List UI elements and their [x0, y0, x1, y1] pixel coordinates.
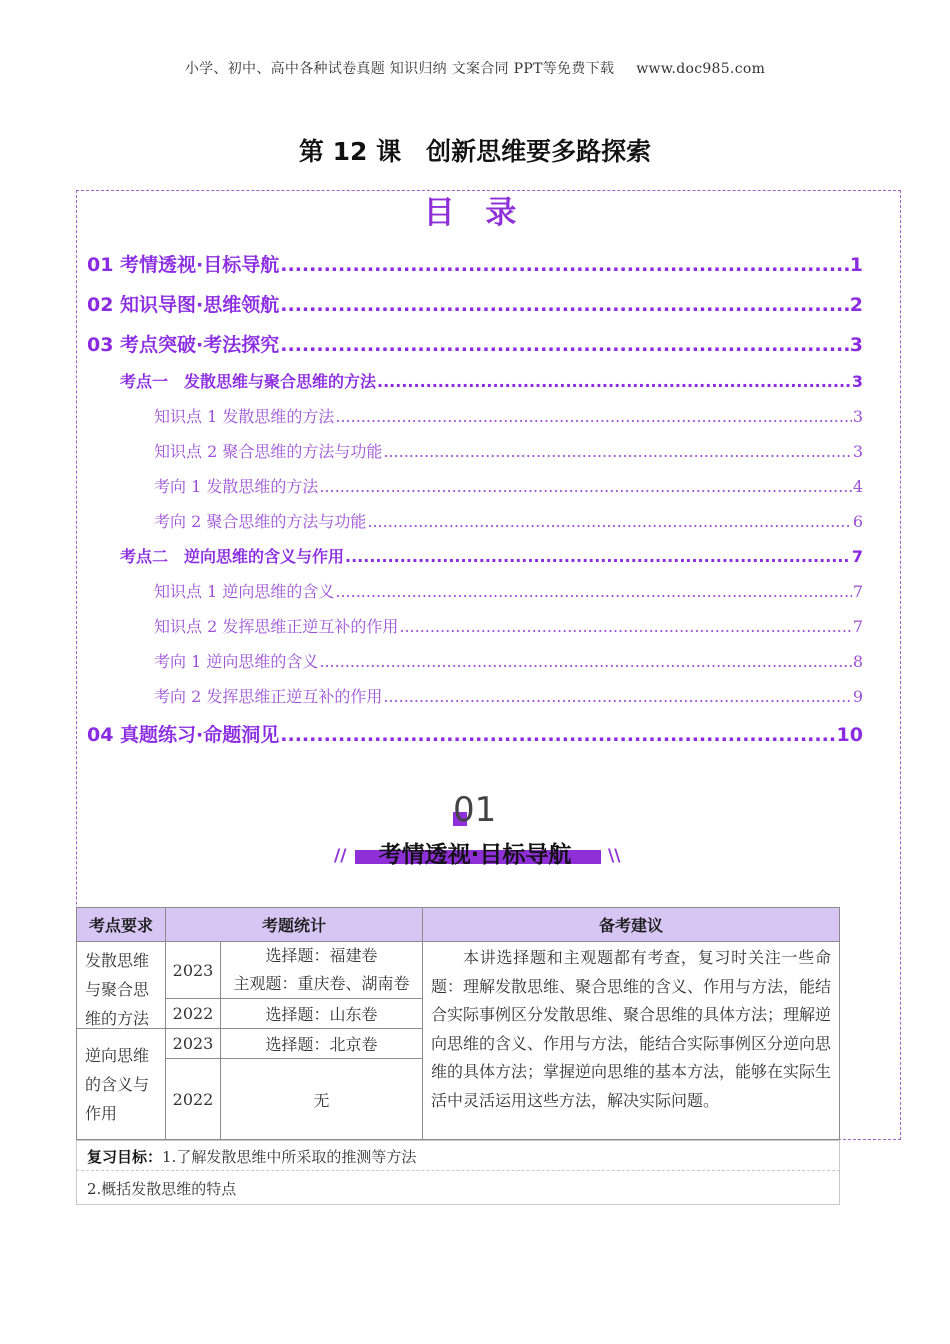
- header-kaoti-tongji: 考题统计: [165, 907, 423, 942]
- toc-page-number: 2: [849, 294, 863, 316]
- toc-page-number: 7: [852, 617, 863, 636]
- toc-leader: [280, 724, 835, 746]
- toc-leader: [319, 477, 851, 496]
- toc-entry-kaoxiang-1-1[interactable]: [154, 474, 863, 497]
- toc-page-number: 3: [851, 372, 863, 391]
- toc-entry-label: 知识点 1 逆向思维的含义: [154, 582, 335, 601]
- review-goal-2: 2.概括发散思维的特点: [87, 1180, 237, 1198]
- review-goal-1: 1.了解发散思维中所采取的推测等方法: [162, 1148, 417, 1166]
- stats-cell: 选择题：北京卷: [220, 1028, 423, 1059]
- toc-entry-label: 知识点 2 聚合思维的方法与功能: [154, 442, 383, 461]
- toc-entry-zhishidian-1-2[interactable]: [154, 439, 863, 462]
- toc-entry-label: 01 考情透视·目标导航: [87, 254, 280, 276]
- requirement-cell-2: 逆向思维的含义与作用: [76, 1028, 166, 1140]
- toc-page-number: 7: [852, 582, 863, 601]
- toc-leader: [280, 254, 848, 276]
- toc-leader: [335, 407, 851, 426]
- site-url[interactable]: www.doc985.com: [636, 61, 766, 77]
- toc-leader: [383, 687, 851, 706]
- toc-leader: [383, 442, 851, 461]
- toc-leader: [377, 372, 851, 391]
- toc-page-number: 3: [852, 442, 863, 461]
- header-beikao-jianyi: 备考建议: [422, 907, 840, 942]
- toc-page-number: 9: [852, 687, 863, 706]
- year-cell: 2022: [165, 998, 221, 1029]
- toc-page-number: 1: [849, 254, 863, 276]
- toc-entry-02[interactable]: [87, 290, 863, 317]
- toc-leader: [280, 334, 848, 356]
- toc-entry-zhishidian-1-1[interactable]: [154, 404, 863, 427]
- toc-entry-01[interactable]: [87, 250, 863, 277]
- toc-leader: [319, 652, 851, 671]
- toc-page-number: 8: [852, 652, 863, 671]
- toc-entry-label: 03 考点突破·考法探究: [87, 334, 280, 356]
- toc-entry-label: 考向 2 聚合思维的方法与功能: [154, 512, 367, 531]
- review-goal-line-1: [87, 1146, 416, 1167]
- requirement-cell-1: 发散思维与聚合思维的方法: [76, 941, 166, 1029]
- toc-entry-kaoxiang-2-1[interactable]: [154, 649, 863, 672]
- toc-entry-03[interactable]: [87, 330, 863, 357]
- toc-entry-kaodian-1[interactable]: [120, 369, 863, 392]
- toc-entry-kaoxiang-1-2[interactable]: [154, 509, 863, 532]
- toc-entry-label: 考点一 发散思维与聚合思维的方法: [120, 372, 377, 391]
- toc-page-number: 3: [849, 334, 863, 356]
- site-header-text: 小学、初中、高中各种试卷真题 知识归纳 文案合同 PPT等免费下载: [184, 61, 615, 77]
- toc-page-number: 3: [852, 407, 863, 426]
- stats-cell: 选择题：山东卷: [220, 998, 423, 1029]
- site-header: [0, 58, 950, 78]
- right-slash-decoration: \\: [608, 846, 621, 866]
- toc-heading: 目 录: [423, 195, 527, 231]
- toc-entry-04[interactable]: [87, 720, 863, 747]
- toc-page-number: 10: [836, 724, 863, 746]
- year-cell: 2022: [165, 1058, 221, 1140]
- toc-entry-label: 知识点 1 发散思维的方法: [154, 407, 335, 426]
- advice-cell: 本讲选择题和主观题都有考查，复习时关注一些命题：理解发散思维、聚合思维的含义、作用与方法，能结合实际事例区分发散思维、聚合思维的具体方法；理解逆向思维的含义、作用与方法，能结合实际事例区分逆向思维的具体方法；掌握逆向思维的基本方法，能够在实际生活中灵活运用这些方法，解决实际问题。: [422, 941, 840, 1140]
- toc-entry-label: 知识点 2 发挥思维正逆互补的作用: [154, 617, 399, 636]
- toc-entry-label: 考向 2 发挥思维正逆互补的作用: [154, 687, 383, 706]
- toc-entry-label: 考向 1 发散思维的方法: [154, 477, 319, 496]
- toc-entry-label: 考向 1 逆向思维的含义: [154, 652, 319, 671]
- toc-page-number: 6: [852, 512, 863, 531]
- toc-page-number: 4: [852, 477, 863, 496]
- review-goal-line-2: [87, 1178, 236, 1199]
- toc-entry-label: 04 真题练习·命题洞见: [87, 724, 280, 746]
- toc-entry-zhishidian-2-1[interactable]: [154, 579, 863, 602]
- review-goals-label: 复习目标：: [87, 1148, 163, 1166]
- toc-entry-kaodian-2[interactable]: [120, 544, 863, 567]
- toc-entry-label: 02 知识导图·思维领航: [87, 294, 280, 316]
- section-number: 01: [453, 790, 497, 830]
- stats-cell: 选择题：福建卷 主观题：重庆卷、湖南卷: [220, 941, 423, 999]
- review-goals-divider: [76, 1170, 840, 1171]
- toc-leader: [367, 512, 851, 531]
- toc-leader: [280, 294, 848, 316]
- year-cell: 2023: [165, 941, 221, 999]
- section-title: 考情透视·目标导航: [378, 842, 572, 868]
- toc-leader: [345, 547, 851, 566]
- lesson-title: 第 12 课 创新思维要多路探索: [298, 137, 652, 166]
- toc-entry-zhishidian-2-2[interactable]: [154, 614, 863, 637]
- toc-page-number: 7: [851, 547, 863, 566]
- left-slash-decoration: //: [334, 846, 347, 866]
- toc-entry-label: 考点二 逆向思维的含义与作用: [120, 547, 345, 566]
- toc-entry-kaoxiang-2-2[interactable]: [154, 684, 863, 707]
- year-cell: 2023: [165, 1028, 221, 1059]
- toc-leader: [335, 582, 851, 601]
- header-kaodian-yaoqiu: 考点要求: [76, 907, 166, 942]
- toc-leader: [399, 617, 851, 636]
- stats-cell: 无: [220, 1058, 423, 1140]
